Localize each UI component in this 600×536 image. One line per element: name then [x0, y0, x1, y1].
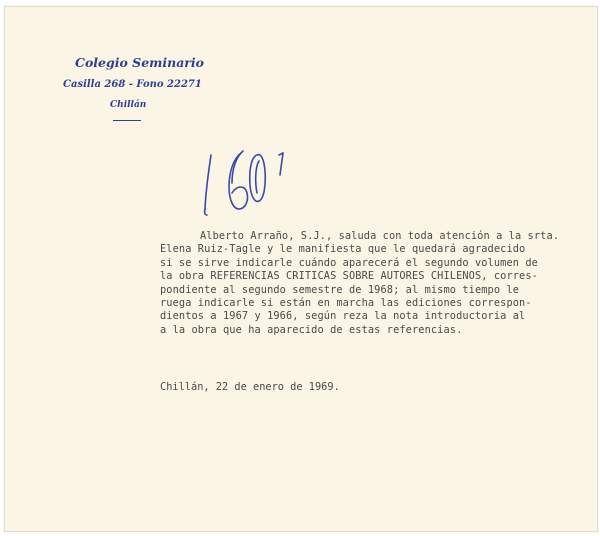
body-line: pondiente al segundo semestre de 1968; al mismo tiempo le: [160, 283, 520, 296]
letterhead-city: Chillán: [110, 100, 147, 110]
body-line: dientos a 1967 y 1966, según reza la nota introductoria al: [160, 310, 526, 323]
body-line: la obra REFERENCIAS CRITICAS SOBRE AUTORES CHILENOS, corres-: [160, 270, 538, 283]
body-line: si se sirve indicarle cuándo aparecerá el segundo volumen de: [160, 256, 538, 269]
body-line: Elena Ruiz-Tagle y le manifiesta que le quedará agradecido: [160, 243, 526, 256]
body-line: a la obra que ha aparecido de estas referencias.: [160, 323, 463, 336]
body-line: ruega indicarle si están en marcha las ediciones correspon-: [160, 297, 532, 310]
letter-date: Chillán, 22 de enero de 1969.: [160, 381, 340, 393]
letterhead-name: Colegio Seminario: [75, 55, 204, 70]
letterhead-underline: [113, 120, 141, 121]
body-line: Alberto Arraño, S.J., saluda con toda atención a la srta.: [200, 230, 560, 242]
handwritten-number-1601: [199, 147, 295, 227]
letter-body: [160, 230, 600, 337]
letter-sheet: [4, 6, 598, 532]
letterhead-address: Casilla 268 - Fono 22271: [63, 79, 202, 90]
